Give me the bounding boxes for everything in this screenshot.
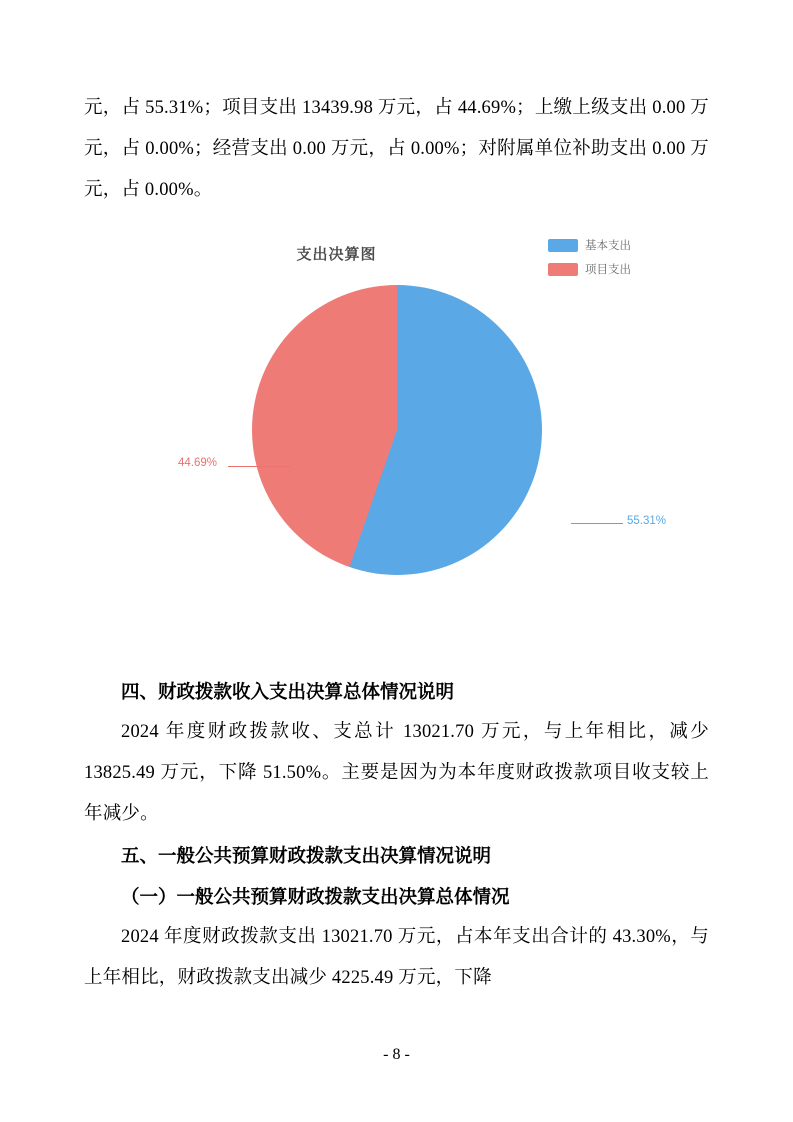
leader-line-basic [571, 523, 623, 524]
legend-item-basic [548, 237, 631, 253]
pie-container [84, 285, 709, 575]
legend-item-project [548, 261, 631, 277]
legend-label-basic: 基本支出 [585, 240, 631, 252]
paragraph-section-five-body: 2024 年度财政拨款支出 13021.70 万元，占本年支出合计的 43.30%，与上年相比，财政拨款支出减少 4225.49 万元，下降 [84, 927, 709, 988]
leader-line-project [228, 466, 290, 467]
heading-section-four: 四、财政拨款收入支出决算总体情况说明 [121, 681, 455, 702]
heading-section-five: 五、一般公共预算财政拨款支出决算情况说明 [121, 845, 492, 866]
legend-label-project: 项目支出 [585, 264, 631, 276]
pie-graphic [252, 285, 542, 575]
legend-swatch-basic-icon [548, 239, 578, 252]
pie-label-project: 44.69% [178, 457, 218, 469]
chart-title: 支出决算图 [296, 246, 377, 263]
expenditure-pie-chart [84, 225, 709, 655]
paragraph-expenditure-breakdown: 元，占 55.31%；项目支出 13439.98 万元，占 44.69%；上缴上级支出 0.00 万元，占 0.00%；经营支出 0.00 万元，占 0.00%；对附属单位补助支出 0.00 万元，占 0.00%。 [84, 98, 709, 200]
legend-swatch-project-icon [548, 263, 578, 276]
page-number: - 8 - [383, 1046, 410, 1063]
pie-label-basic: 55.31% [627, 515, 667, 527]
chart-legend [548, 237, 631, 285]
paragraph-section-four-body: 2024 年度财政拨款收、支总计 13021.70 万元，与上年相比，减少 13825.49 万元，下降 51.50%。主要是因为为本年度财政拨款项目收支较上年减少。 [84, 722, 709, 824]
heading-section-five-sub: （一）一般公共预算财政拨款支出决算总体情况 [121, 886, 510, 907]
